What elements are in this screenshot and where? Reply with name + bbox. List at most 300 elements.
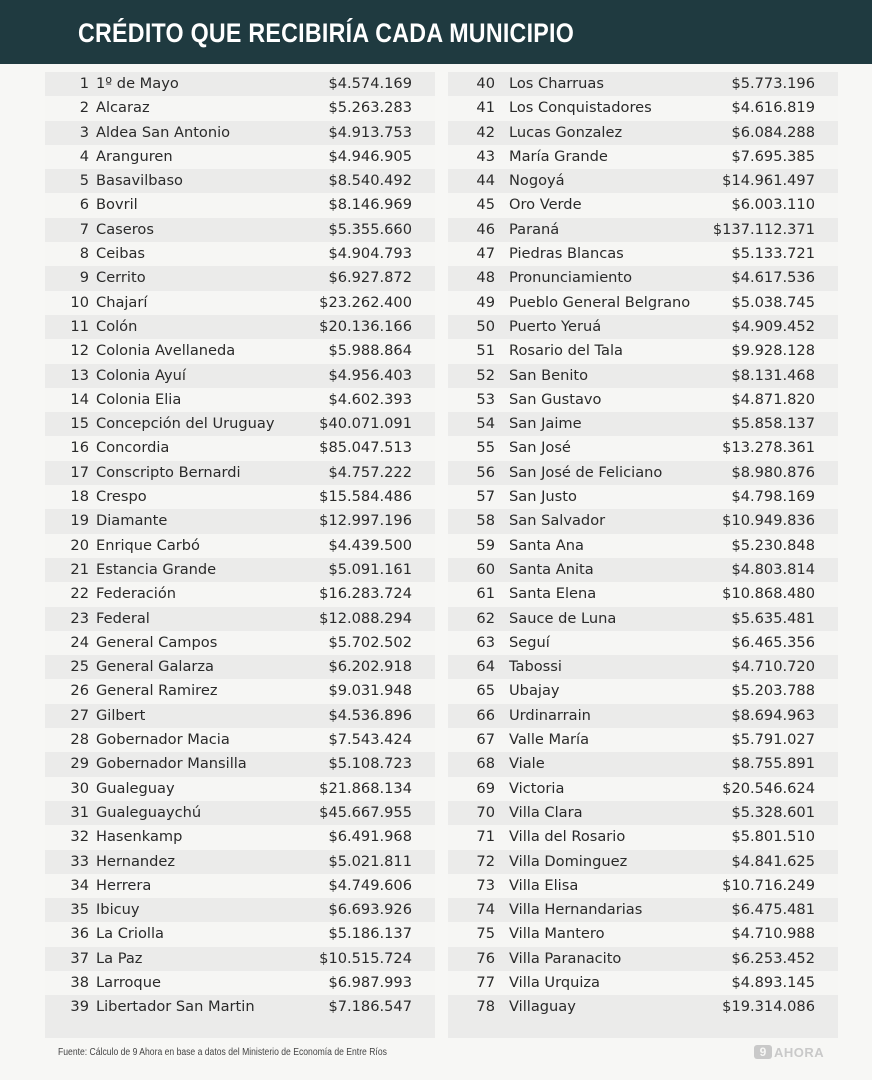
- row-number: 30: [70, 779, 89, 797]
- credit-amount: $4.439.500: [328, 536, 412, 554]
- table-row: [45, 461, 435, 485]
- municipality-name: Libertador San Martin: [96, 998, 255, 1016]
- municipality-name: Rosario del Tala: [509, 342, 623, 360]
- municipality-name: La Criolla: [96, 925, 164, 943]
- table-row: [45, 582, 435, 606]
- municipality-name: Gobernador Macia: [96, 731, 230, 749]
- row-number: 4: [79, 147, 89, 165]
- row-number: 11: [70, 317, 89, 335]
- credit-amount: $6.693.926: [328, 901, 412, 919]
- table-row: [45, 995, 435, 1019]
- row-number: 10: [70, 293, 89, 311]
- row-number: 20: [70, 536, 89, 554]
- municipality-name: Diamante: [96, 512, 168, 530]
- credit-amount: $4.710.720: [731, 658, 815, 676]
- table-right-column: [448, 72, 838, 1038]
- brand-logo: [754, 1044, 824, 1060]
- row-number: 41: [476, 99, 495, 117]
- row-number: 66: [476, 706, 495, 724]
- row-number: 70: [476, 803, 495, 821]
- municipality-name: San José de Feliciano: [509, 463, 663, 481]
- table-row: [45, 412, 435, 436]
- table-row: [45, 971, 435, 995]
- table-row: [448, 509, 838, 533]
- row-number: 1: [79, 75, 89, 92]
- row-number: 28: [70, 731, 89, 749]
- municipality-name: Enrique Carbó: [96, 536, 200, 554]
- table-row: [448, 388, 838, 412]
- credit-amount: $23.262.400: [319, 293, 412, 311]
- municipality-name: Colón: [96, 317, 138, 335]
- row-number: 46: [476, 220, 495, 238]
- row-number: 42: [476, 123, 495, 141]
- credit-amount: $4.803.814: [731, 560, 815, 578]
- municipality-name: Sauce de Luna: [509, 609, 617, 627]
- table-row: [448, 218, 838, 242]
- credit-amount: $4.956.403: [328, 366, 412, 384]
- credit-amount: $13.278.361: [722, 439, 815, 457]
- row-number: 7: [79, 220, 89, 238]
- row-number: 56: [476, 463, 495, 481]
- row-number: 71: [476, 828, 495, 846]
- municipality-name: Villaguay: [509, 998, 576, 1016]
- row-number: 59: [476, 536, 495, 554]
- table-row: [448, 291, 838, 315]
- municipality-name: Victoria: [509, 779, 565, 797]
- table-row: [45, 266, 435, 290]
- credit-amount: $8.694.963: [731, 706, 815, 724]
- row-number: 47: [476, 245, 495, 263]
- credit-amount: $6.253.452: [731, 949, 815, 967]
- municipality-name: La Paz: [96, 949, 143, 967]
- table-row: [45, 534, 435, 558]
- table-row: [45, 315, 435, 339]
- table-row: [45, 388, 435, 412]
- credit-amount: $5.021.811: [328, 852, 412, 870]
- table-row: [448, 825, 838, 849]
- table-row: [448, 72, 838, 96]
- row-number: 32: [70, 828, 89, 846]
- credit-amount: $5.801.510: [731, 828, 815, 846]
- municipality-name: Bovril: [96, 196, 138, 214]
- table-row: [45, 121, 435, 145]
- municipality-name: Villa Urquiza: [509, 973, 601, 991]
- municipality-name: Santa Elena: [509, 585, 597, 603]
- credit-amount: $5.773.196: [731, 75, 815, 92]
- credit-amount: $5.263.283: [328, 99, 412, 117]
- logo-number: 9: [754, 1045, 772, 1059]
- municipality-name: Villa Clara: [509, 803, 583, 821]
- municipality-name: General Campos: [96, 633, 218, 651]
- credit-amount: $5.133.721: [731, 245, 815, 263]
- credit-amount: $5.635.481: [731, 609, 815, 627]
- table-row: [45, 169, 435, 193]
- credit-amount: $8.146.969: [328, 196, 412, 214]
- row-number: 19: [70, 512, 89, 530]
- row-number: 76: [476, 949, 495, 967]
- municipality-name: Villa del Rosario: [509, 828, 626, 846]
- row-number: 40: [476, 75, 495, 92]
- table-row: [45, 193, 435, 217]
- row-number: 31: [70, 803, 89, 821]
- row-number: 25: [70, 658, 89, 676]
- table-row: [45, 801, 435, 825]
- table-row: [448, 874, 838, 898]
- credit-amount: $5.702.502: [328, 633, 412, 651]
- row-number: 43: [476, 147, 495, 165]
- table-row: [448, 266, 838, 290]
- credit-amount: $5.091.161: [328, 560, 412, 578]
- credit-amount: $4.946.905: [328, 147, 412, 165]
- municipality-name: Valle María: [509, 731, 590, 749]
- municipality-name: Oro Verde: [509, 196, 582, 214]
- municipality-name: Hernandez: [96, 852, 176, 870]
- row-number: 36: [70, 925, 89, 943]
- municipality-name: San Benito: [509, 366, 589, 384]
- table-row: [448, 485, 838, 509]
- municipality-name: Seguí: [509, 633, 550, 651]
- municipality-name: Gualeguaychú: [96, 803, 202, 821]
- row-number: 39: [70, 998, 89, 1016]
- municipality-name: Ubajay: [509, 682, 560, 700]
- row-number: 44: [476, 172, 495, 190]
- table-row: [45, 631, 435, 655]
- municipality-name: Puerto Yeruá: [509, 317, 602, 335]
- municipality-name: María Grande: [509, 147, 608, 165]
- credit-amount: $21.868.134: [319, 779, 412, 797]
- credit-amount: $4.710.988: [731, 925, 815, 943]
- credit-amount: $20.136.166: [319, 317, 412, 335]
- row-number: 60: [476, 560, 495, 578]
- municipality-name: Tabossi: [509, 658, 562, 676]
- table-row: [45, 922, 435, 946]
- municipality-name: Estancia Grande: [96, 560, 217, 578]
- credit-amount: $5.108.723: [328, 755, 412, 773]
- table-row: [448, 412, 838, 436]
- row-number: 52: [476, 366, 495, 384]
- credit-amount: $5.858.137: [731, 415, 815, 433]
- credit-amount: $12.997.196: [319, 512, 412, 530]
- credit-amount: $10.868.480: [722, 585, 815, 603]
- credit-amount: $16.283.724: [319, 585, 412, 603]
- municipality-name: Ibicuy: [96, 901, 140, 919]
- credit-amount: $8.540.492: [328, 172, 412, 190]
- table-row: [45, 947, 435, 971]
- table-row: [448, 169, 838, 193]
- row-number: 58: [476, 512, 495, 530]
- table-row: [45, 96, 435, 120]
- credit-amount: $4.893.145: [731, 973, 815, 991]
- row-number: 24: [70, 633, 89, 651]
- municipality-name: Los Charruas: [509, 75, 604, 92]
- municipality-name: Urdinarrain: [509, 706, 591, 724]
- table-row: [45, 752, 435, 776]
- municipality-name: Herrera: [96, 876, 152, 894]
- credit-amount: $4.617.536: [731, 269, 815, 287]
- table-row: [448, 631, 838, 655]
- credit-amount: $6.003.110: [731, 196, 815, 214]
- table-row: [45, 825, 435, 849]
- credit-amount: $6.084.288: [731, 123, 815, 141]
- row-number: 45: [476, 196, 495, 214]
- credit-amount: $6.927.872: [328, 269, 412, 287]
- table-row: [448, 850, 838, 874]
- municipality-name: Aldea San Antonio: [96, 123, 231, 141]
- table-row: [45, 558, 435, 582]
- credit-amount: $4.616.819: [731, 99, 815, 117]
- credit-amount: $10.949.836: [722, 512, 815, 530]
- credit-amount: $6.465.356: [731, 633, 815, 651]
- credit-amount: $85.047.513: [319, 439, 412, 457]
- row-number: 15: [70, 415, 89, 433]
- credit-amount: $10.515.724: [319, 949, 412, 967]
- row-number: 33: [70, 852, 89, 870]
- credit-amount: $12.088.294: [319, 609, 412, 627]
- row-number: 3: [79, 123, 89, 141]
- row-number: 77: [476, 973, 495, 991]
- table-row: [448, 947, 838, 971]
- table-row: [448, 995, 838, 1019]
- credit-amount: $40.071.091: [319, 415, 412, 433]
- row-number: 69: [476, 779, 495, 797]
- row-number: 38: [70, 973, 89, 991]
- municipality-name: Viale: [509, 755, 545, 773]
- credit-amount: $7.543.424: [328, 731, 412, 749]
- credit-amount: $5.988.864: [328, 342, 412, 360]
- credit-amount: $6.202.918: [328, 658, 412, 676]
- row-number: 21: [70, 560, 89, 578]
- credit-amount: $8.980.876: [731, 463, 815, 481]
- municipality-name: General Ramirez: [96, 682, 218, 700]
- credit-amount: $20.546.624: [722, 779, 815, 797]
- municipality-name: Villa Dominguez: [509, 852, 628, 870]
- municipality-name: Conscripto Bernardi: [96, 463, 241, 481]
- credit-amount: $4.749.606: [328, 876, 412, 894]
- municipality-name: Crespo: [96, 488, 147, 506]
- table-row: [448, 728, 838, 752]
- row-number: 35: [70, 901, 89, 919]
- credit-amount: $5.203.788: [731, 682, 815, 700]
- credit-amount: $7.695.385: [731, 147, 815, 165]
- row-number: 64: [476, 658, 495, 676]
- row-number: 26: [70, 682, 89, 700]
- municipality-name: Chajarí: [96, 293, 148, 311]
- row-number: 68: [476, 755, 495, 773]
- row-number: 9: [79, 269, 89, 287]
- municipality-name: Nogoyá: [509, 172, 565, 190]
- credit-amount: $4.909.452: [731, 317, 815, 335]
- municipality-name: 1º de Mayo: [96, 75, 179, 92]
- municipality-name: Caseros: [96, 220, 154, 238]
- table-row: [448, 364, 838, 388]
- table-row: [45, 72, 435, 96]
- municipality-name: Villa Paranacito: [509, 949, 622, 967]
- credit-amount: $19.314.086: [722, 998, 815, 1016]
- row-number: 12: [70, 342, 89, 360]
- municipality-name: Gualeguay: [96, 779, 175, 797]
- table-row: [45, 485, 435, 509]
- municipality-name: Federación: [96, 585, 177, 603]
- table-row: [448, 339, 838, 363]
- table-row: [448, 436, 838, 460]
- table-row: [45, 898, 435, 922]
- row-number: 55: [476, 439, 495, 457]
- row-number: 67: [476, 731, 495, 749]
- row-number: 54: [476, 415, 495, 433]
- table-row: [45, 607, 435, 631]
- row-number: 75: [476, 925, 495, 943]
- credit-amount: $4.798.169: [731, 488, 815, 506]
- table-row: [45, 777, 435, 801]
- row-number: 18: [70, 488, 89, 506]
- credit-amount: $14.961.497: [722, 172, 815, 190]
- municipality-name: Santa Ana: [509, 536, 584, 554]
- row-number: 73: [476, 876, 495, 894]
- table-row: [45, 509, 435, 533]
- table-row: [45, 339, 435, 363]
- credit-amount: $5.186.137: [328, 925, 412, 943]
- municipality-name: Basavilbaso: [96, 172, 183, 190]
- row-number: 22: [70, 585, 89, 603]
- row-number: 23: [70, 609, 89, 627]
- table-row: [448, 777, 838, 801]
- municipality-name: Paraná: [509, 220, 560, 238]
- municipality-name: Federal: [96, 609, 150, 627]
- credit-amount: $137.112.371: [712, 220, 815, 238]
- table-row: [45, 242, 435, 266]
- municipality-name: Aranguren: [96, 147, 173, 165]
- row-number: 72: [476, 852, 495, 870]
- table-row: [448, 922, 838, 946]
- source-note: Fuente: Cálculo de 9 Ahora en base a datos del Ministerio de Economía de Entre Ríos: [58, 1047, 387, 1058]
- municipality-name: Pueblo General Belgrano: [509, 293, 691, 311]
- table-row: [448, 655, 838, 679]
- row-number: 65: [476, 682, 495, 700]
- credit-amount: $9.031.948: [328, 682, 412, 700]
- credit-amount: $45.667.955: [319, 803, 412, 821]
- municipality-name: Gobernador Mansilla: [96, 755, 247, 773]
- municipality-name: Los Conquistadores: [509, 99, 652, 117]
- table-row: [448, 607, 838, 631]
- credit-amount: $7.186.547: [328, 998, 412, 1016]
- credit-amount: $4.904.793: [328, 245, 412, 263]
- table-row: [448, 145, 838, 169]
- row-number: 61: [476, 585, 495, 603]
- row-number: 53: [476, 390, 495, 408]
- table-row: [45, 218, 435, 242]
- credit-amount: $8.131.468: [731, 366, 815, 384]
- municipality-name: Larroque: [96, 973, 161, 991]
- table-row: [448, 801, 838, 825]
- row-number: 62: [476, 609, 495, 627]
- municipality-name: Pronunciamiento: [509, 269, 633, 287]
- header-bar: [0, 0, 872, 64]
- table-row: [45, 728, 435, 752]
- table-row: [45, 436, 435, 460]
- row-number: 29: [70, 755, 89, 773]
- credit-amount: $6.491.968: [328, 828, 412, 846]
- municipality-name: Gilbert: [96, 706, 146, 724]
- municipality-name: Colonia Avellaneda: [96, 342, 236, 360]
- row-number: 74: [476, 901, 495, 919]
- municipality-name: Villa Mantero: [509, 925, 605, 943]
- municipality-name: Hasenkamp: [96, 828, 183, 846]
- table-row: [448, 242, 838, 266]
- municipality-name: San Justo: [509, 488, 577, 506]
- municipality-name: Colonia Ayuí: [96, 366, 186, 384]
- credit-amount: $15.584.486: [319, 488, 412, 506]
- credit-amount: $10.716.249: [722, 876, 815, 894]
- page-title: CRÉDITO QUE RECIBIRÍA CADA MUNICIPIO: [78, 18, 575, 48]
- municipality-name: Villa Elisa: [509, 876, 579, 894]
- municipality-name: Lucas Gonzalez: [509, 123, 623, 141]
- credit-amount: $9.928.128: [731, 342, 815, 360]
- credit-amount: $6.475.481: [731, 901, 815, 919]
- municipality-name: San José: [509, 439, 571, 457]
- credit-amount: $5.791.027: [731, 731, 815, 749]
- municipality-name: Villa Hernandarias: [509, 901, 643, 919]
- credit-amount: $8.755.891: [731, 755, 815, 773]
- row-number: 48: [476, 269, 495, 287]
- credit-amount: $5.038.745: [731, 293, 815, 311]
- row-number: 27: [70, 706, 89, 724]
- table-row: [45, 874, 435, 898]
- credit-amount: $5.355.660: [328, 220, 412, 238]
- municipality-name: Concepción del Uruguay: [96, 415, 275, 433]
- row-number: 34: [70, 876, 89, 894]
- table-row: [448, 461, 838, 485]
- municipality-name: General Galarza: [96, 658, 215, 676]
- municipality-name: San Jaime: [509, 415, 582, 433]
- table-row: [45, 655, 435, 679]
- row-number: 16: [70, 439, 89, 457]
- table-row: [45, 704, 435, 728]
- row-number: 17: [70, 463, 89, 481]
- table-row: [448, 971, 838, 995]
- municipality-name: Colonia Elia: [96, 390, 182, 408]
- municipality-name: San Gustavo: [509, 390, 602, 408]
- table-row: [448, 898, 838, 922]
- row-number: 8: [79, 245, 89, 263]
- credit-amount: $4.913.753: [328, 123, 412, 141]
- credit-amount: $5.230.848: [731, 536, 815, 554]
- municipality-name: Piedras Blancas: [509, 245, 624, 263]
- table-row: [448, 679, 838, 703]
- table-row: [448, 315, 838, 339]
- credit-amount: $4.602.393: [328, 390, 412, 408]
- municipality-name: San Salvador: [509, 512, 606, 530]
- row-number: 51: [476, 342, 495, 360]
- credit-amount: $5.328.601: [731, 803, 815, 821]
- row-number: 57: [476, 488, 495, 506]
- row-number: 50: [476, 317, 495, 335]
- row-number: 49: [476, 293, 495, 311]
- row-number: 6: [79, 196, 89, 214]
- table-row: [448, 96, 838, 120]
- credit-amount: $4.871.820: [731, 390, 815, 408]
- table-row: [448, 121, 838, 145]
- table-row: [448, 582, 838, 606]
- table-row: [45, 679, 435, 703]
- table-row: [448, 704, 838, 728]
- row-number: 13: [70, 366, 89, 384]
- table-row: [45, 850, 435, 874]
- credit-amount: $4.841.625: [731, 852, 815, 870]
- table-row: [448, 534, 838, 558]
- table-row: [448, 558, 838, 582]
- municipality-name: Santa Anita: [509, 560, 594, 578]
- credit-amount: $4.574.169: [328, 75, 412, 92]
